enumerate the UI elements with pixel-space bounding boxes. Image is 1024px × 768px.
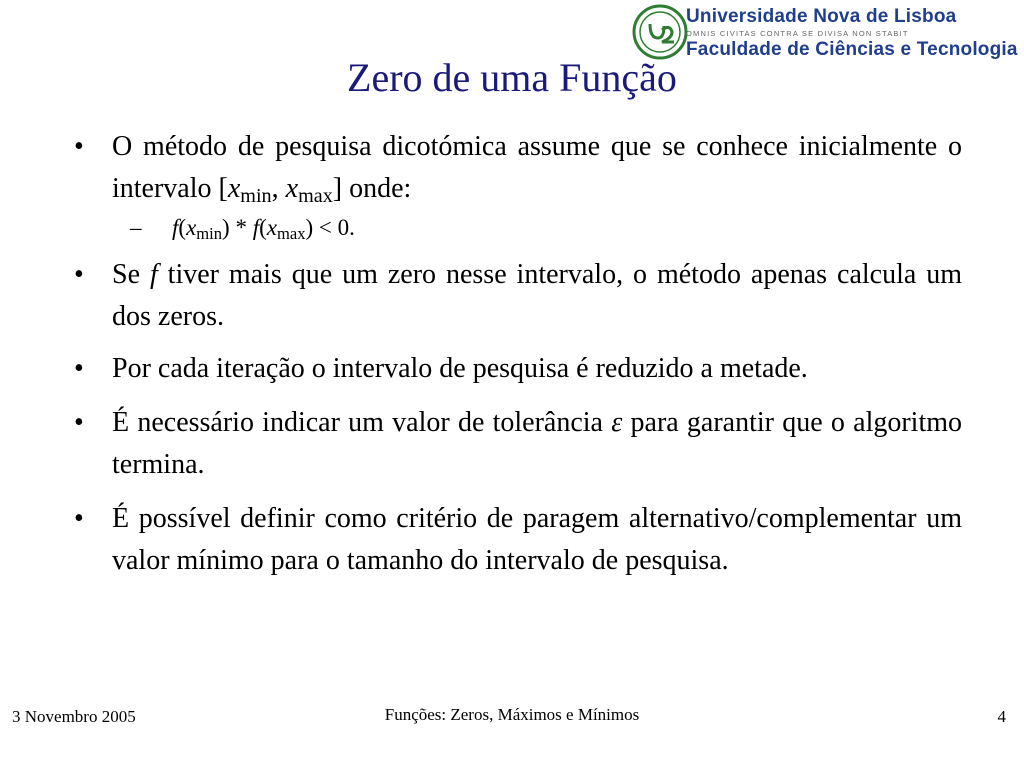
math-text: ) *	[222, 215, 253, 240]
bullet-item	[70, 348, 962, 390]
bullet-item	[70, 254, 962, 338]
math-variable: x	[186, 215, 197, 240]
bullet-text: O método de pesquisa dicotómica assume que se conhece inicialmente o intervalo [	[112, 131, 962, 204]
math-variable: x	[266, 215, 277, 240]
math-epsilon: ε	[611, 407, 623, 438]
math-text: ) < 0.	[305, 215, 355, 240]
math-text: (	[259, 215, 267, 240]
sub-bullet-item	[70, 212, 962, 244]
bullet-text: tiver mais que um zero nesse intervalo, o método apenas calcula um dos zeros.	[112, 259, 963, 332]
bullet-text: Por cada iteração o intervalo de pesquisa é reduzido a metade.	[112, 353, 808, 384]
bullet-text: ] onde:	[332, 173, 412, 204]
footer-page-number: 4	[997, 707, 1006, 726]
bullet-icon: •	[74, 503, 84, 534]
math-text: (	[178, 215, 187, 240]
math-function: f	[149, 259, 158, 290]
footer-date: 3 Novembro 2005	[12, 707, 136, 726]
slide-title: Zero de uma Função	[347, 55, 677, 100]
bullet-text: É necessário indicar um valor de tolerância	[112, 407, 612, 438]
math-variable: x	[227, 173, 241, 204]
footer-subject: Funções: Zeros, Máximos e Mínimos	[384, 705, 640, 724]
bullet-icon: •	[74, 353, 84, 384]
university-name: Universidade Nova de Lisboa	[686, 6, 957, 27]
bullet-item	[70, 498, 962, 582]
bullet-text: Se	[112, 259, 150, 290]
bullet-icon: •	[74, 407, 84, 438]
university-seal-icon	[632, 4, 688, 60]
bullet-text: para garantir que o algoritmo termina.	[112, 407, 963, 480]
bullet-icon: •	[74, 131, 84, 162]
math-subscript: max	[298, 185, 333, 208]
bullet-text: ,	[271, 173, 286, 204]
university-motto: OMNIS CIVITAS CONTRA SE DIVISA NON STABIT	[686, 29, 909, 38]
math-variable: x	[285, 173, 299, 204]
math-function: f	[172, 215, 179, 240]
math-subscript: max	[276, 224, 306, 244]
bullet-item	[70, 402, 962, 486]
bullet-text: É possível definir como critério de paragem alternativo/complementar um valor mínimo para o tamanho do intervalo de pesquisa.	[112, 503, 962, 576]
math-subscript: min	[196, 224, 223, 244]
math-subscript: min	[240, 185, 272, 208]
bullet-icon: •	[74, 259, 84, 290]
slide-content	[70, 126, 962, 582]
math-function: f	[252, 215, 260, 240]
bullet-item	[70, 126, 962, 210]
faculty-name: Faculdade de Ciências e Tecnologia	[686, 39, 1018, 60]
dash-icon: –	[130, 215, 142, 240]
